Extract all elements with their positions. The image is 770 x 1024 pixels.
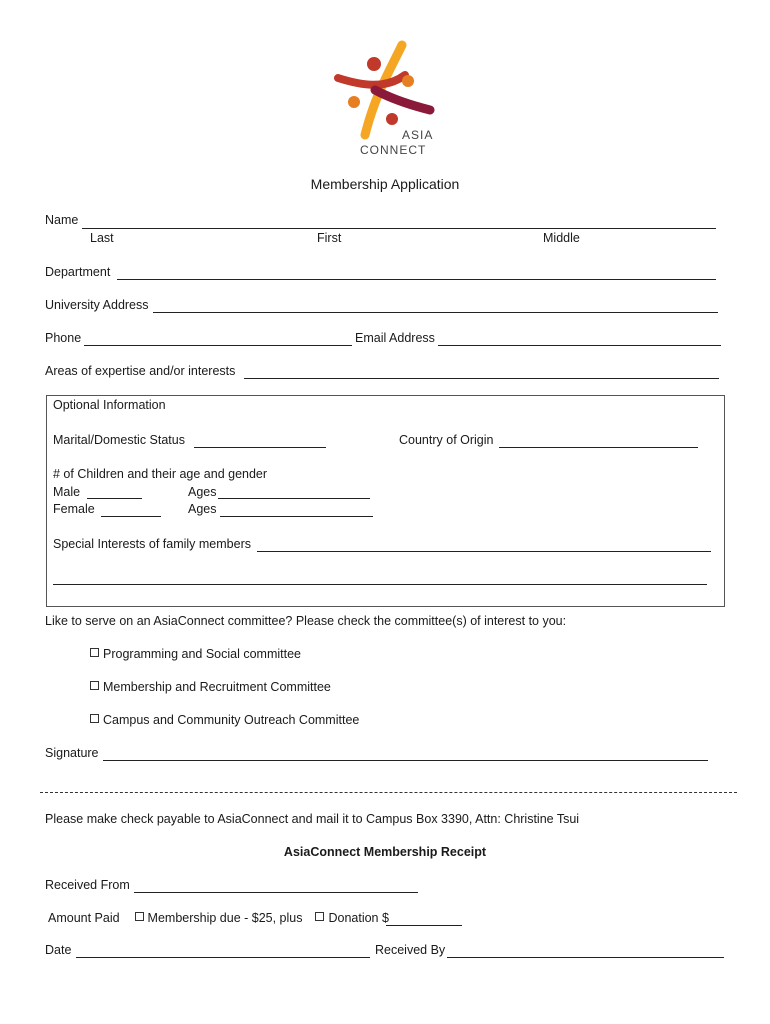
checkbox-icon[interactable] <box>90 681 99 690</box>
phone-label: Phone <box>45 331 82 345</box>
female-ages-label: Ages <box>188 502 217 516</box>
special-interests-input-line[interactable] <box>257 551 711 552</box>
logo-text-asia: ASIA <box>402 128 434 142</box>
checkbox-icon[interactable] <box>90 714 99 723</box>
signature-input-line[interactable] <box>103 760 708 761</box>
phone-input-line[interactable] <box>84 345 352 346</box>
amount-paid-label: Amount Paid <box>48 911 120 925</box>
donation-input-line[interactable] <box>386 925 462 926</box>
name-sub-first: First <box>317 231 342 245</box>
committee-option-label: Campus and Community Outreach Committee <box>103 713 360 727</box>
marital-input-line[interactable] <box>194 447 326 448</box>
email-label: Email Address <box>355 331 435 345</box>
children-label: # of Children and their age and gender <box>53 467 268 481</box>
committee-option-membership[interactable] <box>90 680 331 694</box>
name-label: Name <box>45 213 79 227</box>
logo-text-connect: CONNECT <box>360 143 427 157</box>
committee-option-programming[interactable] <box>90 647 301 661</box>
university-address-label: University Address <box>45 298 149 312</box>
committee-option-label: Programming and Social committee <box>103 647 301 661</box>
donation-label: Donation $ <box>328 911 389 925</box>
male-ages-label: Ages <box>188 485 217 499</box>
country-input-line[interactable] <box>499 447 698 448</box>
male-input-line[interactable] <box>87 498 142 499</box>
committee-question: Like to serve on an AsiaConnect committee? Please check the committee(s) of interest to you: <box>45 614 567 628</box>
special-interests-input-line-2[interactable] <box>53 584 707 585</box>
email-input-line[interactable] <box>438 345 721 346</box>
female-ages-input-line[interactable] <box>220 516 373 517</box>
logo-mark-icon <box>330 40 440 160</box>
expertise-label: Areas of expertise and/or interests <box>45 364 236 378</box>
department-label: Department <box>45 265 111 279</box>
signature-label: Signature <box>45 746 99 760</box>
name-input-line[interactable] <box>82 228 716 229</box>
date-input-line[interactable] <box>76 957 370 958</box>
optional-information-box <box>46 395 725 607</box>
membership-due-label: Membership due - $25, plus <box>147 911 303 925</box>
donation-checkbox-icon[interactable] <box>315 912 324 921</box>
checkbox-icon[interactable] <box>90 648 99 657</box>
department-input-line[interactable] <box>117 279 716 280</box>
female-label: Female <box>53 502 95 516</box>
received-from-input-line[interactable] <box>134 892 418 893</box>
committee-option-label: Membership and Recruitment Committee <box>103 680 331 694</box>
received-by-input-line[interactable] <box>447 957 724 958</box>
date-label: Date <box>45 943 72 957</box>
marital-label: Marital/Domestic Status <box>53 433 185 447</box>
optional-heading: Optional Information <box>53 398 166 412</box>
committee-option-outreach[interactable] <box>90 713 359 727</box>
name-sub-middle: Middle <box>543 231 580 245</box>
country-label: Country of Origin <box>399 433 494 447</box>
cut-line-divider <box>40 792 737 793</box>
male-ages-input-line[interactable] <box>218 498 370 499</box>
asiaconnect-logo <box>330 40 440 160</box>
payment-note: Please make check payable to AsiaConnect and mail it to Campus Box 3390, Attn: Christine Tsui <box>45 812 580 826</box>
received-by-label: Received By <box>375 943 446 957</box>
membership-due-checkbox-icon[interactable] <box>135 912 144 921</box>
amount-paid-row <box>48 911 389 925</box>
name-sub-last: Last <box>90 231 114 245</box>
page-title: Membership Application <box>310 176 460 192</box>
special-interests-label: Special Interests of family members <box>53 537 251 551</box>
expertise-input-line[interactable] <box>244 378 719 379</box>
university-address-input-line[interactable] <box>153 312 718 313</box>
female-input-line[interactable] <box>101 516 161 517</box>
received-from-label: Received From <box>45 878 130 892</box>
receipt-title: AsiaConnect Membership Receipt <box>283 845 487 859</box>
male-label: Male <box>53 485 81 499</box>
